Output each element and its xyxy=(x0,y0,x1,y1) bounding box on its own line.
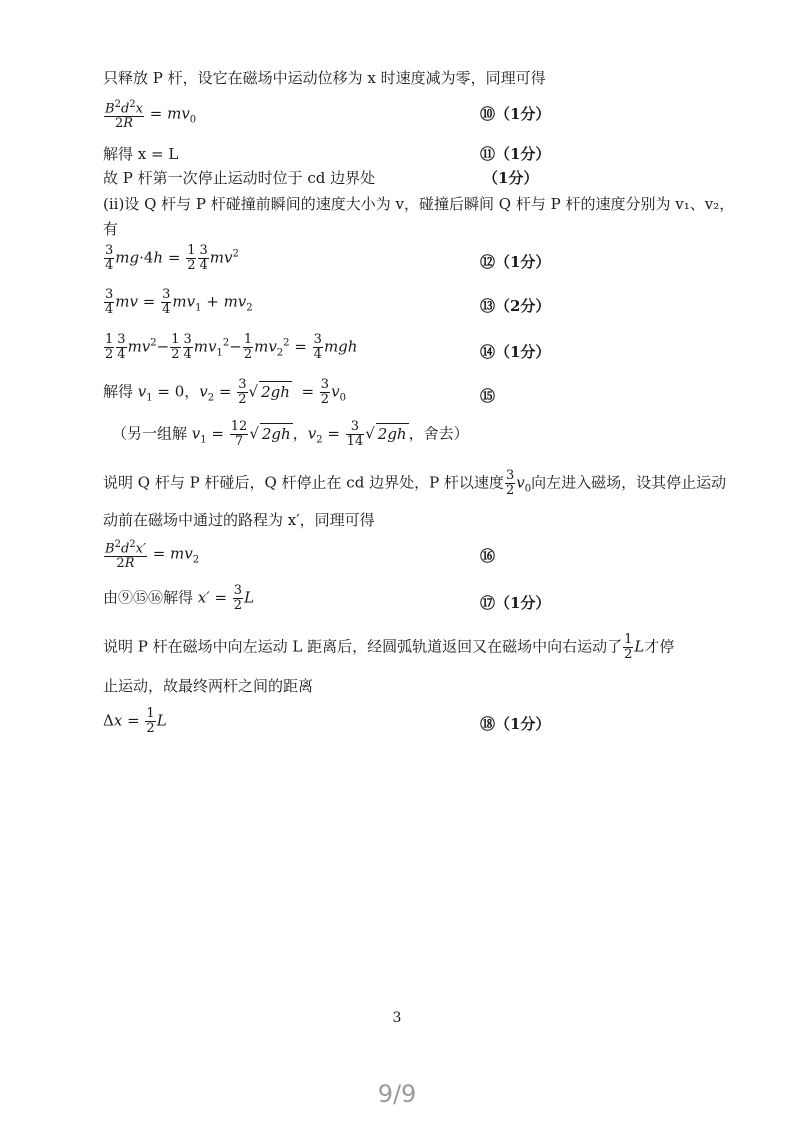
equation-16: $\frac{B^2d^2x'}{2R}$ = $mv_2$ xyxy=(105,539,200,572)
score-mark: ⑱（1分） xyxy=(480,715,551,733)
equation-14: $\frac{1}{2}$ $\frac{3}{4}$ $mv^2-$ $\frac{1}{2}$ $\frac{3}{4}$ $mv_1^2-$ $\frac{1}{2}$ $mv_2^2$ = $\frac{3}{4}$ mgh xyxy=(105,332,358,362)
equation-13: $\frac{3}{4}$ mv = $\frac{3}{4}$ $mv_1 + mv_2$ xyxy=(105,287,253,317)
text-line: 有 xyxy=(103,220,119,238)
equation-18: Δx = $\frac{1}{2}$ L xyxy=(103,706,167,736)
score-mark: ⑰（1分） xyxy=(480,594,551,612)
text-fragment: ，舍去） xyxy=(408,424,469,443)
text-line: 只释放 P 杆，设它在磁场中运动位移为 x 时速度减为零，同理可得 xyxy=(103,69,546,87)
score-mark: ⑯ xyxy=(480,547,496,565)
equation-10: $\frac{B^2d^2x}{2R}$ = $mv_0$ xyxy=(105,99,197,132)
text-fragment: 说明 Q 杆与 P 杆碰后，Q 杆停止在 cd 边界处，P 杆以速度 xyxy=(103,473,504,492)
text-fragment: 才停 xyxy=(644,637,675,656)
text-line: 止运动，故最终两杆之间的距离 xyxy=(103,677,314,695)
score-mark: ⑬（2分） xyxy=(480,297,551,315)
text-line: 解得 x = L xyxy=(103,145,179,163)
text-fragment: （另一组解 xyxy=(112,424,188,443)
page-counter: 9/9 xyxy=(377,1080,417,1108)
equation-12: $\frac{3}{4}$ mg·4h = $\frac{1}{2}$ $\frac{3}{4}$ $mv^2$ xyxy=(105,243,239,273)
score-mark: ⑮ xyxy=(480,387,496,405)
text-fragment: 由⑨⑮⑯解得 xyxy=(103,588,194,607)
text-line: 动前在磁场中通过的路程为 x′，同理可得 xyxy=(103,511,375,529)
equation-15: 解得 $v_1 = 0$，$v_2$ = $\frac{3}{2}$ √ 2gh = $\frac{3}{2}$ $v_0$ xyxy=(103,377,346,407)
score-mark: ⑩（1分） xyxy=(480,105,551,123)
score-mark: ⑭（1分） xyxy=(480,343,551,361)
text-line: 说明 Q 杆与 P 杆碰后，Q 杆停止在 cd 边界处，P 杆以速度 $\frac{3}{2}$ $v_0$向左进入磁场，设其停止运动 xyxy=(103,468,727,498)
score-mark: （1分） xyxy=(483,169,539,187)
text-line: 故 P 杆第一次停止运动时位于 cd 边界处 xyxy=(103,169,376,187)
text-fragment: 向左进入磁场，设其停止运动 xyxy=(531,473,727,492)
text-line: (ii)设 Q 杆与 P 杆碰撞前瞬间的速度大小为 v，碰撞后瞬间 Q 杆与 P 杆的速度分别为 v₁、v₂， xyxy=(103,195,735,213)
score-mark: ⑪（1分） xyxy=(480,145,551,163)
alternative-solution: （另一组解 $v_1$ = $\frac{12}{7}$ √ 2gh ，$v_2$ = $\frac{3}{14}$ √ 2gh ，舍去） xyxy=(112,419,469,449)
score-mark: ⑫（1分） xyxy=(480,253,551,271)
equation-17: 由⑨⑮⑯解得 x′ = $\frac{3}{2}$ L xyxy=(103,583,255,613)
text-line: 说明 P 杆在磁场中向左运动 L 距离后，经圆弧轨道返回又在磁场中向右运动了 $\frac{1}{2}$ L才停 xyxy=(103,632,675,662)
page-number: 3 xyxy=(392,1010,402,1026)
text-fragment: 说明 P 杆在磁场中向左运动 L 距离后，经圆弧轨道返回又在磁场中向右运动了 xyxy=(103,637,623,656)
